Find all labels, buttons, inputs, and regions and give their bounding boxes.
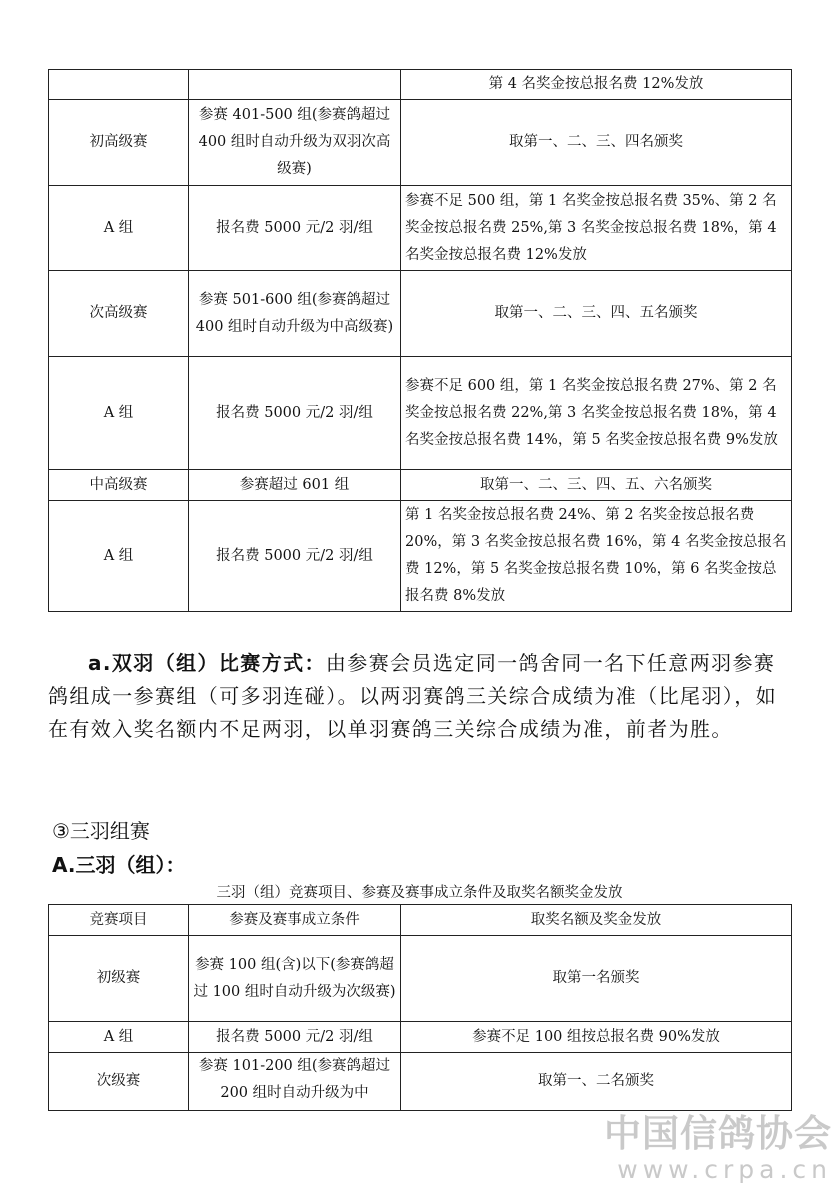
table-cell: 取第一、二、三、四、五、六名颁奖 bbox=[401, 470, 792, 501]
column-header: 取奖名额及奖金发放 bbox=[401, 905, 792, 936]
table-cell: 取第一、二、三、四名颁奖 bbox=[401, 100, 792, 186]
table-row bbox=[49, 357, 792, 470]
column-header: 竞赛项目 bbox=[49, 905, 189, 936]
table-cell: 初高级赛 bbox=[49, 100, 189, 186]
table-cell bbox=[189, 70, 401, 100]
table-cell: 取第一、二名颁奖 bbox=[401, 1053, 792, 1111]
subsection-heading-a: A.三羽（组）： bbox=[52, 853, 186, 877]
table-row bbox=[49, 271, 792, 357]
table-cell: 参赛 501-600 组(参赛鸽超过 400 组时自动升级为中高级赛) bbox=[189, 271, 401, 357]
table-row bbox=[49, 501, 792, 612]
table-cell: A 组 bbox=[49, 186, 189, 271]
table-cell: 取第一名颁奖 bbox=[401, 936, 792, 1022]
table-cell: 报名费 5000 元/2 羽/组 bbox=[189, 1022, 401, 1053]
table-row bbox=[49, 70, 792, 100]
table-cell: 次级赛 bbox=[49, 1053, 189, 1111]
table-cell: 参赛不足 100 组按总报名费 90%发放 bbox=[401, 1022, 792, 1053]
paragraph-lead: a.双羽（组）比赛方式： bbox=[88, 651, 326, 675]
table-cell: 中高级赛 bbox=[49, 470, 189, 501]
table-cell: 第 1 名奖金按总报名费 24%、第 2 名奖金按总报名费 20%，第 3 名奖金按总报名费 16%，第 4 名奖金按总报名费 12%，第 5 名奖金按总报名费 10%，第 6 名奖金按总报名费 8%发放 bbox=[401, 501, 792, 612]
table-row bbox=[49, 1022, 792, 1053]
section-heading-3: ③三羽组赛 bbox=[52, 819, 150, 843]
table-cell: 报名费 5000 元/2 羽/组 bbox=[189, 357, 401, 470]
table-cell bbox=[49, 70, 189, 100]
table-cell: 参赛不足 500 组，第 1 名奖金按总报名费 35%、第 2 名奖金按总报名费 25%,第 3 名奖金按总报名费 18%，第 4 名奖金按总报名费 12%发放 bbox=[401, 186, 792, 271]
prize-table-double bbox=[48, 69, 792, 612]
table-cell: 次高级赛 bbox=[49, 271, 189, 357]
prize-table-triple bbox=[48, 904, 792, 1111]
paragraph-body: 由参赛会员选定同一鸽舍同一名下任意两羽参赛鸽组成一参赛组（可多羽连碰）。以两羽赛鸽三关综合成绩为准（比尾羽），如在有效入奖名额内不足两羽，以单羽赛鸽三关综合成绩为准，前者为胜。 bbox=[48, 651, 777, 741]
table-caption: 三羽（组）竞赛项目、参赛及赛事成立条件及取奖名额奖金发放 bbox=[216, 885, 623, 901]
table-cell: 参赛超过 601 组 bbox=[189, 470, 401, 501]
watermark bbox=[602, 1112, 832, 1184]
table-header-row bbox=[49, 905, 792, 936]
table-cell: A 组 bbox=[49, 357, 189, 470]
table-row bbox=[49, 936, 792, 1022]
watermark-org-name: 中国信鸽协会 bbox=[604, 1112, 832, 1155]
table-cell: 报名费 5000 元/2 羽/组 bbox=[189, 186, 401, 271]
table-cell: 参赛 101-200 组(参赛鸽超过 200 组时自动升级为中 bbox=[189, 1053, 401, 1111]
table-row bbox=[49, 186, 792, 271]
table-row bbox=[49, 100, 792, 186]
table-cell: A 组 bbox=[49, 1022, 189, 1053]
table-row bbox=[49, 470, 792, 501]
table-row bbox=[49, 1053, 792, 1111]
rules-paragraph bbox=[48, 647, 794, 746]
table-cell: 取第一、二、三、四、五名颁奖 bbox=[401, 271, 792, 357]
table-cell: 第 4 名奖金按总报名费 12%发放 bbox=[401, 70, 792, 100]
table-cell: A 组 bbox=[49, 501, 189, 612]
table-cell: 参赛不足 600 组，第 1 名奖金按总报名费 27%、第 2 名奖金按总报名费 22%,第 3 名奖金按总报名费 18%，第 4 名奖金按总报名费 14%，第 5 名奖金按总报名费 9%发放 bbox=[401, 357, 792, 470]
table-cell: 参赛 100 组(含)以下(参赛鸽超过 100 组时自动升级为次级赛) bbox=[189, 936, 401, 1022]
table-cell: 报名费 5000 元/2 羽/组 bbox=[189, 501, 401, 612]
table-cell: 初级赛 bbox=[49, 936, 189, 1022]
watermark-url: www.crpa.cn bbox=[617, 1155, 832, 1184]
column-header: 参赛及赛事成立条件 bbox=[189, 905, 401, 936]
table-cell: 参赛 401-500 组(参赛鸽超过 400 组时自动升级为双羽次高级赛) bbox=[189, 100, 401, 186]
